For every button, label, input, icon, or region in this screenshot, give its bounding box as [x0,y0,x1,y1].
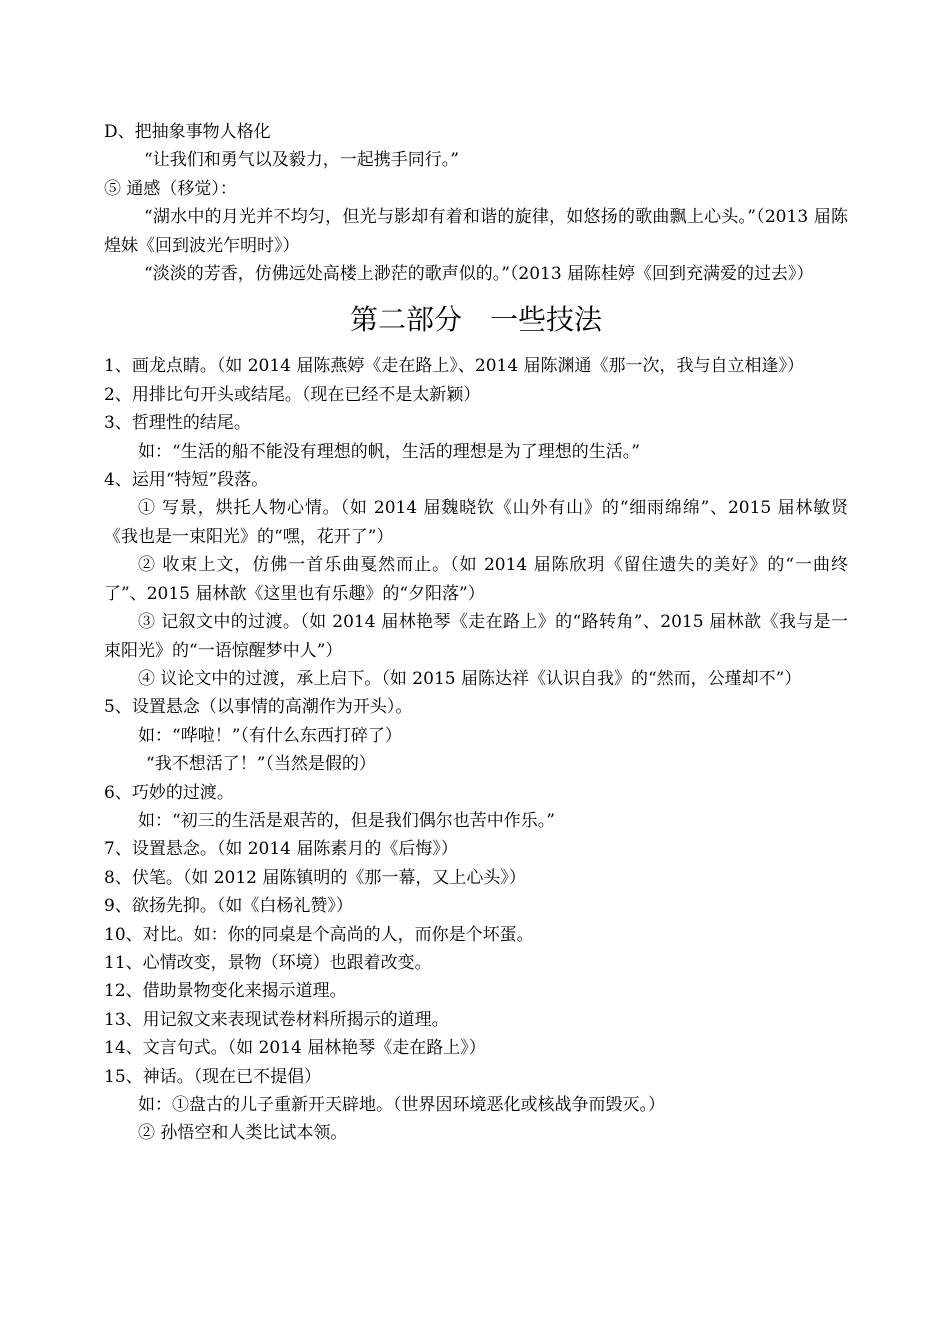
list-item: 1、画龙点睛。（如 2014 届陈燕婷《走在路上》、2014 届陈渊通《那一次，我与自立相逢》） [104,356,805,377]
example-quote: 如：“哗啦！”（有什么东西打碎了） [138,725,402,746]
list-item: 11、心情改变，景物（环境）也跟着改变。 [104,952,432,973]
list-item: 5、设置悬念（以事情的高潮作为开头）。 [104,697,413,718]
example-quote-text: “湖水中的月光并不均匀，但光与影却有着和谐的旋律，如悠扬的歌曲飘上心头。”（2013 届陈煌妹《回到波光乍明时》） [104,207,848,256]
list-item: 14、文言句式。（如 2014 届林艳琴《走在路上》） [104,1038,486,1059]
list-item: ⑤ 通感（移觉）： [104,178,237,199]
section-title: 第二部分 一些技法 [349,303,602,337]
list-item: 8、伏笔。（如 2012 届陈镇明的《那一幕，又上心头》） [104,867,526,888]
sub-item-text: ④ 议论文中的过渡，承上启下。（如 2015 届陈达祥《认识自我》的“然而，公瑾却不”） [138,668,802,689]
example-quote: “我不想活了！”（当然是假的） [146,754,376,775]
list-item: D、把抽象事物人格化 [104,122,271,142]
example-quote: 如：“生活的船不能没有理想的帆，生活的理想是为了理想的生活。” [138,441,640,462]
list-item: 9、欲扬先抑。（如《白杨礼赞》） [104,896,353,917]
example-quote [104,203,848,260]
sub-item-text: ① 写景，烘托人物心情。（如 2014 届魏晓钦《山外有山》的“细雨绵绵”、2015 届林敏贤《我也是一束阳光》的“嘿，花开了”） [104,498,848,547]
example-quote [104,260,848,288]
list-item: 13、用记叙文来表现试卷材料所揭示的道理。 [104,1009,449,1030]
sub-item-text: ② 收束上文，仿佛一首乐曲戛然而止。（如 2014 届陈欣玥《留住遗失的美好》的“一曲终了”、2015 届林歆《这里也有乐趣》的“夕阳落”） [104,555,848,604]
example-quote: “让我们和勇气以及毅力，一起携手同行。” [144,150,459,171]
example-quote: 如：“初三的生活是艰苦的，但是我们偶尔也苦中作乐。” [138,810,555,831]
example-quote: ② 孙悟空和人类比试本领。 [138,1123,348,1144]
list-item: 2、用排比句开头或结尾。（现在已经不是太新颖） [104,384,481,405]
sub-item [104,551,848,608]
list-item: 3、哲理性的结尾。 [104,413,251,434]
example-quote-text: “淡淡的芳香，仿佛远处高楼上渺茫的歌声似的。”（2013 届陈桂婷《回到充满爱的过去》） [144,264,814,285]
list-item: 10、对比。如：你的同桌是个高尚的人，而你是个坏蛋。 [104,924,534,945]
list-item: 12、借助景物变化来揭示道理。 [104,981,347,1002]
document-page [104,118,848,1148]
sub-item [104,494,848,551]
sub-item-text: ③ 记叙文中的过渡。（如 2014 届林艳琴《走在路上》的“路转角”、2015 届林歆《我与是一束阳光》的“一语惊醒梦中人”） [104,612,848,661]
example-quote: 如：①盘古的儿子重新开天辟地。（世界因环境恶化或核战争而毁灭。） [138,1095,665,1115]
sub-item [104,608,848,665]
list-item: 7、设置悬念。（如 2014 届陈素月的《后悔》） [104,839,458,860]
list-item: 6、巧妙的过渡。 [104,782,234,803]
list-item: 15、神话。（现在已不提倡） [104,1066,322,1087]
sub-item [104,665,848,693]
list-item: 4、运用“特短”段落。 [104,470,269,491]
